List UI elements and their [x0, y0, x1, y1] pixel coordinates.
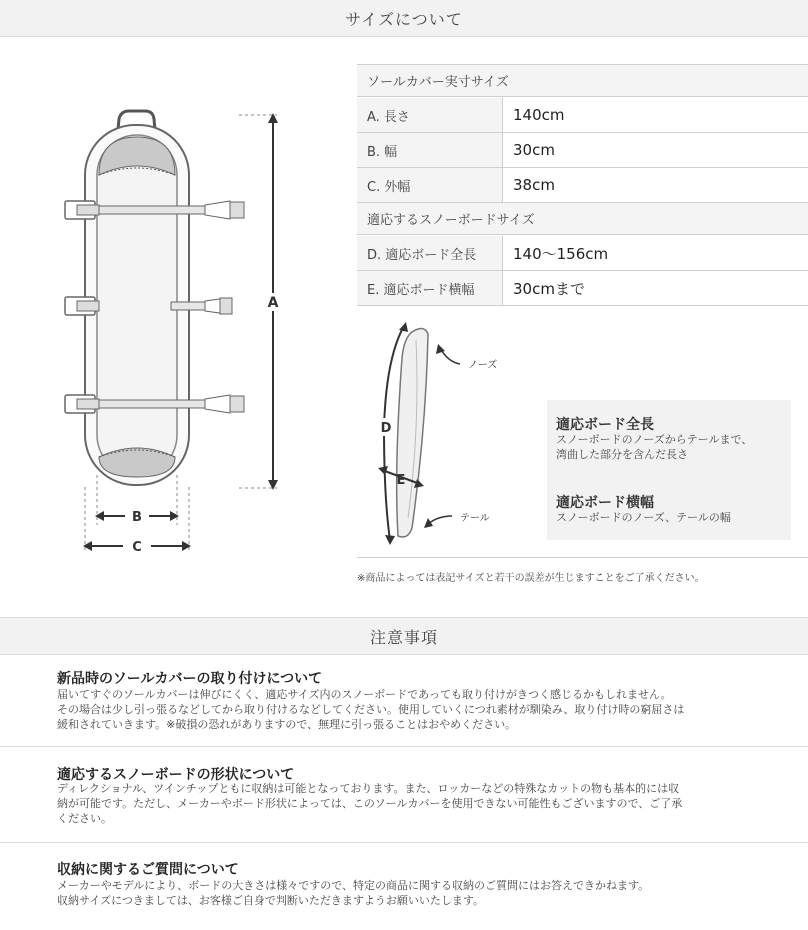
sole-cover-diagram	[55, 105, 300, 560]
spec-row-board-length: D. 適応ボード全長 140〜156cm	[357, 236, 808, 271]
dimension-label-d: D	[380, 421, 392, 436]
tail-label: テール	[460, 513, 490, 524]
notice-body: メーカーやモデルにより、ボードの大きさは様々ですので、特定の商品に関する収納のご質問にはお答えできかねます。 収納サイズにつきましては、お客様ご自身で判断いただきますようお願いいたします。	[57, 879, 650, 907]
dimension-label-a: A	[267, 295, 279, 311]
notice-section-header	[0, 617, 808, 655]
disclaimer-divider	[357, 557, 808, 558]
snowboard-diagram	[368, 318, 508, 548]
notice-item-board-shape	[0, 747, 808, 843]
spec-row-length: A. 長さ 140cm	[357, 98, 808, 133]
board-size-explanation	[547, 400, 791, 540]
dimension-label-e: E	[396, 473, 406, 488]
notice-body: ディレクショナル、ツインチップともに収納は可能となっております。また、ロッカーなどの特殊なカットの物も基本的には収 納が可能です。ただし、メーカーやボード形状によっては、このソールカバーを使用できない可能性もございますので、ご了承 ください。	[57, 782, 683, 825]
dimension-label-b: B	[132, 510, 142, 525]
nose-label: ノーズ	[468, 360, 498, 371]
spec-row-board-width: E. 適応ボード横幅 30cmまで	[357, 271, 808, 306]
board-length-heading: 適応ボード全長	[556, 417, 654, 433]
size-section-header	[0, 0, 808, 37]
notice-heading: 新品時のソールカバーの取り付けについて	[57, 671, 323, 687]
spec-category-compatible: 適応するスノーボードサイズ	[357, 203, 808, 235]
notice-heading: 適応するスノーボードの形状について	[57, 767, 295, 783]
notice-body: 届いてすぐのソールカバーは伸びにくく、適応サイズ内のスノーボードであっても取り付けがきつく感じるかもしれません。 その場合は少し引っ張るなどしてから取り付けるなどしてください。使用していくにつれ素材が馴染み、取り付け時の窮屈さは 緩和されていきます。※破損の恐れがありますので、無理に引っ張ることはおやめください。	[57, 688, 685, 731]
notice-item-storage-questions	[0, 843, 808, 930]
spec-row-outer-width: C. 外幅 38cm	[357, 168, 808, 203]
notice-heading: 収納に関するご質問について	[57, 862, 239, 878]
size-disclaimer: ※商品によっては表記サイズと若干の誤差が生じますことをご了承ください。	[357, 573, 705, 584]
notice-item-new-cover	[0, 654, 808, 747]
notice-section-title: 注意事項	[369, 627, 438, 647]
spec-row-width: B. 幅 30cm	[357, 133, 808, 168]
size-section-title: サイズについて	[345, 9, 463, 29]
spec-category-actual: ソールカバー実寸サイズ	[357, 65, 808, 97]
board-width-description: スノーボードのノーズ、テールの幅	[556, 511, 731, 524]
dimension-label-c: C	[132, 540, 142, 555]
board-width-heading: 適応ボード横幅	[556, 495, 654, 511]
board-length-description: スノーボードのノーズからテールまで、 湾曲した部分を含んだ長さ	[556, 433, 753, 461]
